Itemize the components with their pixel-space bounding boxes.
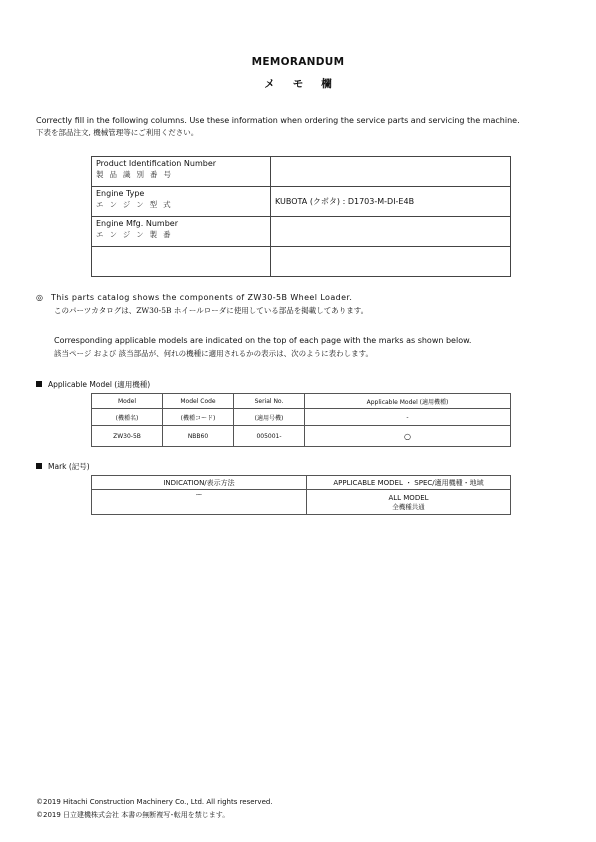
header-indication: INDICATION/表示方法 [92,476,307,490]
label-en: Engine Type [96,189,145,198]
cell-model-code: NBB60 [163,426,234,447]
page-subtitle-jp: メモ欄 [264,78,350,90]
table-row [92,157,511,187]
label-jp: 製品識別番号 [96,170,177,179]
engine-type-value[interactable]: KUBOTA (クボタ) : D1703-M-DI-E4B [271,187,511,217]
intro-en: Correctly fill in the following columns. Use these information when ordering the service parts and servicing the machine. [36,116,520,125]
intro-jp: 下表を部品注文, 機械管理等にご利用ください。 [36,128,199,137]
label-jp: エンジン製番 [96,230,177,239]
applicable-model-heading: Applicable Model (適用機種) [48,380,151,389]
header-model-code: Model Code [163,394,234,409]
header-applicable-spec: APPLICABLE MODEL ・ SPEC/適用機種・地域 [307,476,511,490]
identification-table [91,156,511,277]
mark-heading-line [36,461,90,472]
header-serial-no: Serial No. [234,394,305,409]
cell-indication: ー [92,490,307,515]
blank-value-cell[interactable] [271,247,511,277]
table-row [92,426,511,447]
label-cell [92,187,271,217]
table-subheader-row [92,409,511,426]
label-cell [92,157,271,187]
label-cell [92,217,271,247]
copyright-en: ©2019 Hitachi Construction Machinery Co., Ltd. All rights reserved. [36,798,273,806]
note-1-en: This parts catalog shows the components of ZW30-5B Wheel Loader. [50,293,353,302]
note-2-en: Corresponding applicable models are indicated on the top of each page with the marks as shown below. [54,336,472,345]
subheader-model: (機種名) [92,409,163,426]
square-bullet-icon [36,381,42,387]
all-model-jp: 全機種共通 [392,502,425,511]
label-en: Product Identification Number [96,159,217,168]
subheader-applicable: - [305,409,511,426]
mark-table [91,475,511,515]
table-row [92,217,511,247]
note-1-jp: このパーツカタログは、ZW30-5B ホイールローダに使用している部品を掲載してあります。 [54,306,369,315]
header-model: Model [92,394,163,409]
copyright-jp: ©2019 日立建機株式会社 本書の無断複写･転用を禁じます。 [36,811,230,819]
blank-label-cell [92,247,271,277]
table-row [92,490,511,515]
table-header-row [92,394,511,409]
mark-heading: Mark (記号) [48,462,90,471]
table-header-row [92,476,511,490]
label-en: Engine Mfg. Number [96,219,178,228]
subheader-model-code: (機種コード) [163,409,234,426]
subheader-serial-no: (適用号機) [234,409,305,426]
applicable-model-table [91,393,511,447]
bullet-icon: ◎ [36,293,43,302]
page-title: MEMORANDUM [251,56,345,68]
note-1-en-line [36,292,352,303]
cell-applicable-spec [307,490,511,515]
cell-applicable-mark: ○ [305,426,511,447]
product-id-value[interactable] [271,157,511,187]
square-bullet-icon [36,463,42,469]
label-jp: エンジン型式 [96,200,177,209]
applicable-model-heading-line [36,379,150,390]
cell-model: ZW30-5B [92,426,163,447]
table-row [92,247,511,277]
cell-serial-no: 005001- [234,426,305,447]
all-model-en: ALL MODEL [388,493,429,502]
note-2-jp: 該当ページ および 該当部品が、何れの機種に適用されるかの表示は、次のように表わします。 [54,349,374,358]
engine-mfg-value[interactable] [271,217,511,247]
header-applicable-model: Applicable Model (適用機種) [305,394,511,409]
table-row [92,187,511,217]
